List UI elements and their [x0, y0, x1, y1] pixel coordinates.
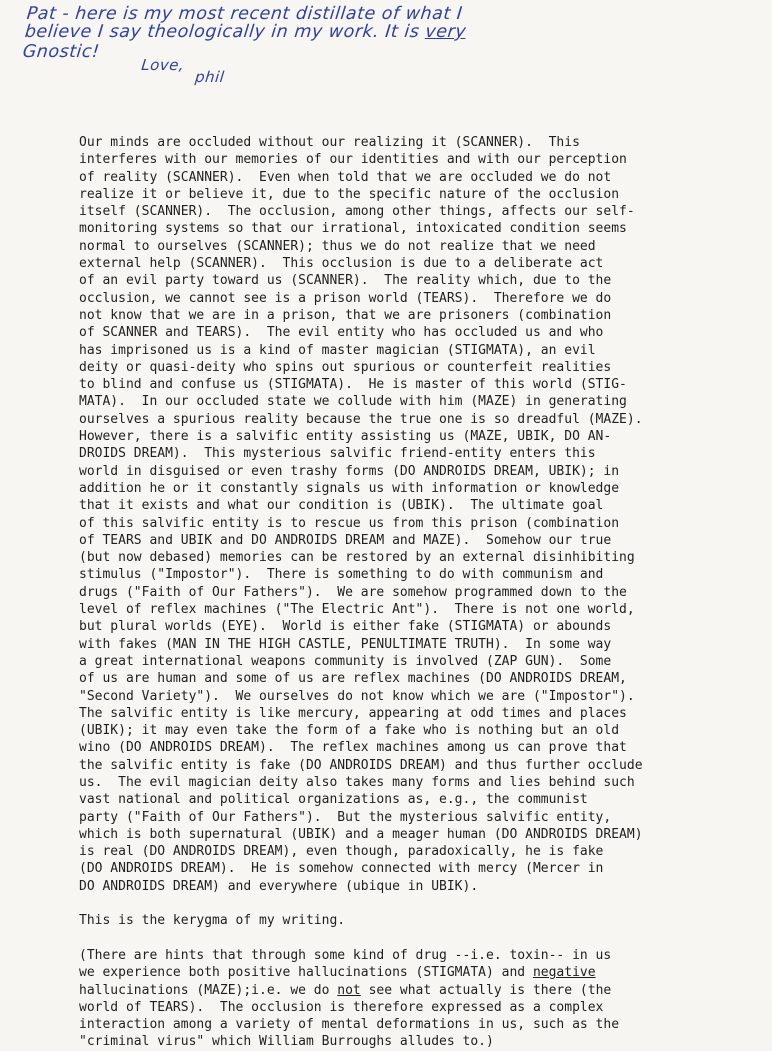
text-line: external help (SCANNER). This occlusion is due to a deliberate act: [79, 256, 604, 272]
text-line: of TEARS and UBIK and DO ANDROIDS DREAM and MAZE). Somehow our true: [79, 532, 612, 548]
text-line: which is both supernatural (UBIK) and a meager human (DO ANDROIDS DREAM): [79, 826, 643, 842]
text-span: we experience both positive hallucinations (STIGMATA) and: [79, 965, 533, 981]
text-line: "Second Variety"). We ourselves do not know which we are ("Impostor").: [79, 688, 635, 704]
text-line: is real (DO ANDROIDS DREAM), even though, paradoxically, he is fake: [79, 844, 604, 860]
text-line: interaction among a variety of mental deformations in us, such as the: [79, 1017, 620, 1033]
text-line: of us are human and some of us are reflex machines (DO ANDROIDS DREAM,: [79, 671, 627, 687]
text-line: [79, 964, 759, 981]
text-line: However, there is a salvific entity assisting us (MAZE, UBIK, DO AN-: [79, 429, 612, 445]
text-line: stimulus ("Impostor"). There is something to do with communism and: [79, 567, 604, 583]
text-line: to blind and confuse us (STIGMATA). He is master of this world (STIG-: [79, 377, 627, 393]
text-line: has imprisoned us is a kind of master magician (STIGMATA), an evil: [79, 342, 596, 358]
text-line: wino (DO ANDROIDS DREAM). The reflex machines among us can prove that: [79, 740, 627, 756]
text-line: monitoring systems so that our irrational, intoxicated condition seems: [79, 221, 627, 237]
note-signature: phil: [194, 68, 226, 86]
text-line: vast national and political organizations as, e.g., the communist: [79, 792, 588, 808]
text-line: that it exists and what our condition is (UBIK). The ultimate goal: [79, 498, 604, 514]
text-line: of this salvific entity is to rescue us from this prison (combination: [79, 515, 620, 531]
note-line-1: Pat - here is my most recent distillate of what I: [25, 4, 464, 24]
text-line: us. The evil magician deity also takes many forms and lies behind such: [79, 774, 635, 790]
note-closing: Love,: [140, 56, 186, 74]
text-line: interferes with our memories of our identities and with our perception: [79, 152, 627, 168]
note-line-2: [24, 22, 467, 42]
text-line: world of TEARS). The occlusion is therefore expressed as a complex: [79, 999, 604, 1015]
text-line: but plural worlds (EYE). World is either fake (STIGMATA) or abounds: [79, 619, 612, 635]
text-span: see what actually is there (the: [360, 982, 612, 998]
underlined-word: not: [337, 982, 361, 998]
text-line: DROIDS DREAM). This mysterious salvific friend-entity enters this: [79, 446, 596, 462]
note-emphasis: very: [424, 22, 468, 42]
text-line: with fakes (MAN IN THE HIGH CASTLE, PENULTIMATE TRUTH). In some way: [79, 636, 612, 652]
paragraph-gap: [79, 930, 759, 947]
typed-text-body: [79, 134, 759, 1051]
text-line: drugs ("Faith of Our Fathers"). We are somehow programmed down to the: [79, 584, 627, 600]
text-line: of an evil party toward us (SCANNER). The reality which, due to the: [79, 273, 612, 289]
text-line: level of reflex machines ("The Electric Ant"). There is not one world,: [79, 602, 635, 618]
text-line: MATA). In our occluded state we collude with him (MAZE) in generating: [79, 394, 627, 410]
text-line: (There are hints that through some kind of drug --i.e. toxin-- in us: [79, 947, 612, 963]
text-line: a great international weapons community is involved (ZAP GUN). Some: [79, 653, 612, 669]
text-line: deity or quasi-deity who spins out spurious or counterfeit realities: [79, 359, 612, 375]
text-line: "criminal virus" which William Burroughs alludes to.): [79, 1034, 494, 1050]
text-line: world in disguised or even trashy forms (DO ANDROIDS DREAM, UBIK); in: [79, 463, 620, 479]
underlined-word: negative: [532, 965, 596, 981]
text-line: (DO ANDROIDS DREAM). He is somehow connected with mercy (Mercer in: [79, 861, 604, 877]
text-line: [79, 982, 759, 999]
text-line: itself (SCANNER). The occlusion, among other things, affects our self-: [79, 204, 635, 220]
text-line: realize it or believe it, due to the specific nature of the occlusion: [79, 186, 620, 202]
text-line: Our minds are occluded without our realizing it (SCANNER). This: [79, 135, 580, 150]
paragraph-gap: [79, 895, 759, 912]
text-line: (but now debased) memories can be restored by an external disinhibiting: [79, 550, 635, 566]
note-line-3: Gnostic!: [21, 42, 101, 62]
text-span: hallucinations (MAZE);i.e. we do: [79, 982, 338, 998]
note-line-2-text: believe I say theologically in my work. It is: [23, 22, 421, 42]
text-line: The salvific entity is like mercury, appearing at odd times and places: [79, 705, 627, 721]
paragraph-1: [79, 134, 759, 895]
text-line: occlusion, we cannot see is a prison world (TEARS). Therefore we do: [79, 290, 612, 306]
paragraph-2: This is the kerygma of my writing.: [79, 913, 346, 929]
text-line: addition he or it constantly signals us with information or knowledge: [79, 480, 620, 496]
text-line: not know that we are in a prison, that we are prisoners (combination: [79, 307, 612, 323]
text-line: of reality (SCANNER). Even when told that we are occluded we do not: [79, 169, 612, 185]
text-line: ourselves a spurious reality because the true one is so dreadful (MAZE).: [79, 411, 643, 427]
text-line: the salvific entity is fake (DO ANDROIDS DREAM) and thus further occlude: [79, 757, 643, 773]
text-line: normal to ourselves (SCANNER); thus we do not realize that we need: [79, 238, 596, 254]
text-line: DO ANDROIDS DREAM) and everywhere (ubique in UBIK).: [79, 878, 479, 894]
text-line: of SCANNER and TEARS). The evil entity who has occluded us and who: [79, 325, 604, 341]
text-line: party ("Faith of Our Fathers"). But the mysterious salvific entity,: [79, 809, 612, 825]
paragraph-3: [79, 947, 759, 1051]
text-line: (UBIK); it may even take the form of a fake who is nothing but an old: [79, 723, 620, 739]
